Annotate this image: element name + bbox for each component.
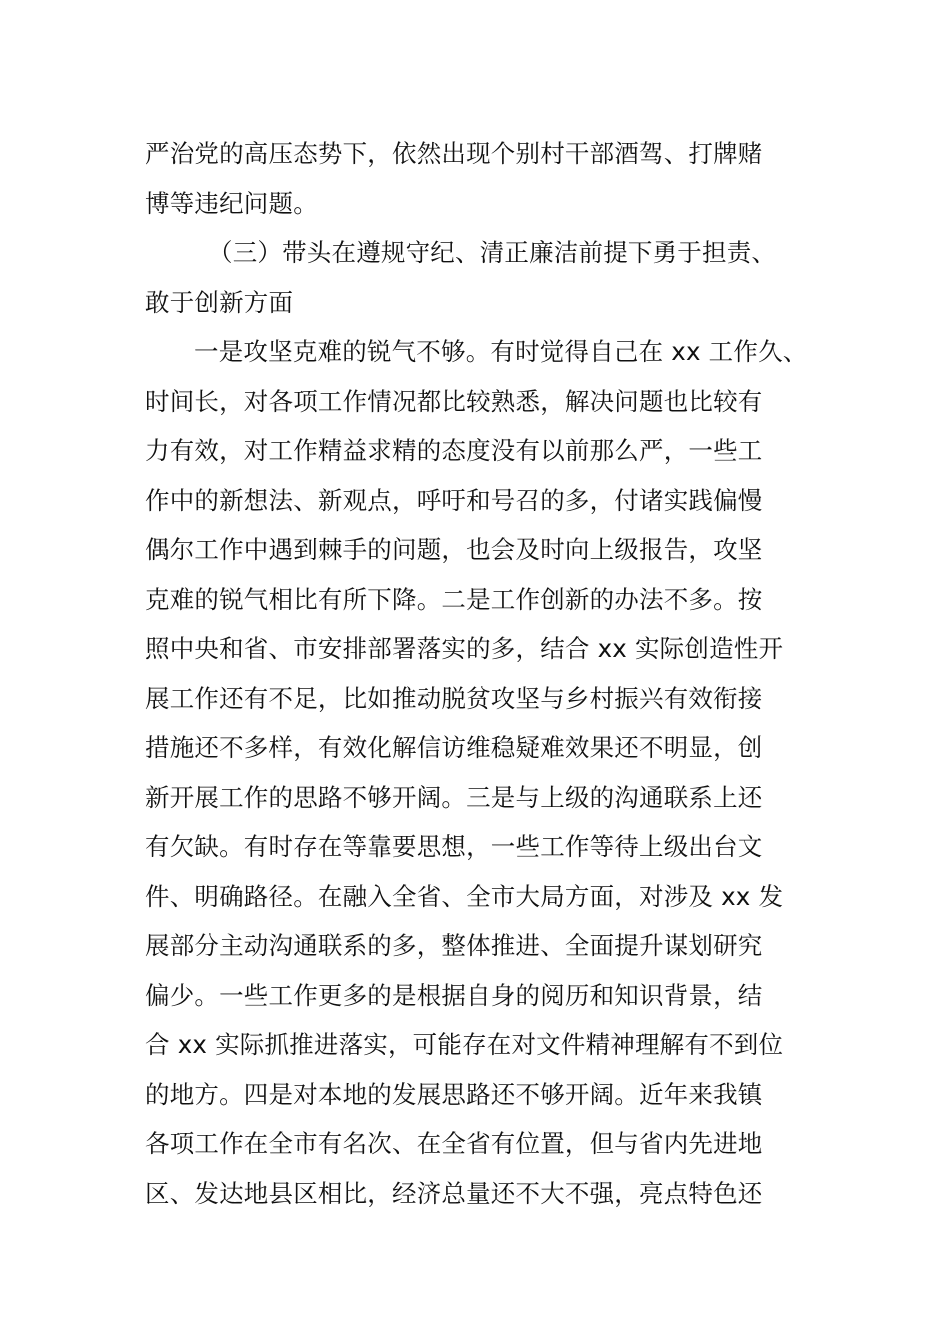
text-line: 件、明确路径。在融入全省、全市大局方面，对涉及 xx 发 — [145, 881, 784, 911]
text-line: 力有效，对工作精益求精的态度没有以前那么严，一些工 — [145, 436, 763, 465]
text-line: 时间长，对各项工作情况都比较熟悉，解决问题也比较有 — [145, 386, 763, 416]
text-line: 各项工作在全市有名次、在全省有位置，但与省内先进地 — [145, 1129, 763, 1158]
text-line: 展部分主动沟通联系的多，整体推进、全面提升谋划研究 — [145, 931, 763, 960]
text-line: 克难的锐气相比有所下降。二是工作创新的办法不多。按 — [145, 584, 763, 614]
text-line: 措施还不多样，有效化解信访维稳疑难效果还不明显，创 — [145, 733, 763, 762]
text-line: 偶尔工作中遇到棘手的问题，也会及时向上级报告，攻坚 — [145, 535, 763, 564]
document-body — [145, 129, 815, 1218]
text-line: 博等违纪问题。 — [145, 188, 318, 218]
text-line: 严治党的高压态势下，依然出现个别村干部酒驾、打牌赌 — [145, 139, 763, 168]
text-line: 的地方。四是对本地的发展思路还不够开阔。近年来我镇 — [145, 1079, 763, 1109]
text-line: 有欠缺。有时存在等靠要思想，一些工作等待上级出台文 — [145, 832, 763, 861]
text-line: 新开展工作的思路不够开阔。三是与上级的沟通联系上还 — [145, 782, 763, 812]
text-line: 区、发达地县区相比，经济总量还不大不强，亮点特色还 — [145, 1178, 763, 1208]
text-line: 合 xx 实际抓推进落实，可能存在对文件精神理解有不到位 — [145, 1030, 784, 1059]
section-heading: （三）带头在遵规守纪、清正廉洁前提下勇于担责、 — [208, 238, 777, 267]
text-line: 偏少。一些工作更多的是根据自身的阅历和知识背景，结 — [145, 980, 763, 1010]
text-line: 展工作还有不足，比如推动脱贫攻坚与乡村振兴有效衔接 — [145, 683, 763, 713]
section-heading-continuation: 敢于创新方面 — [145, 287, 294, 317]
text-line: 照中央和省、市安排部署落实的多，结合 xx 实际创造性开 — [145, 634, 784, 663]
text-line: 作中的新想法、新观点，呼吁和号召的多，付诸实践偏慢 — [145, 485, 763, 515]
paragraph-first-line: 一是攻坚克难的锐气不够。有时觉得自己在 xx 工作久、 — [194, 337, 808, 366]
